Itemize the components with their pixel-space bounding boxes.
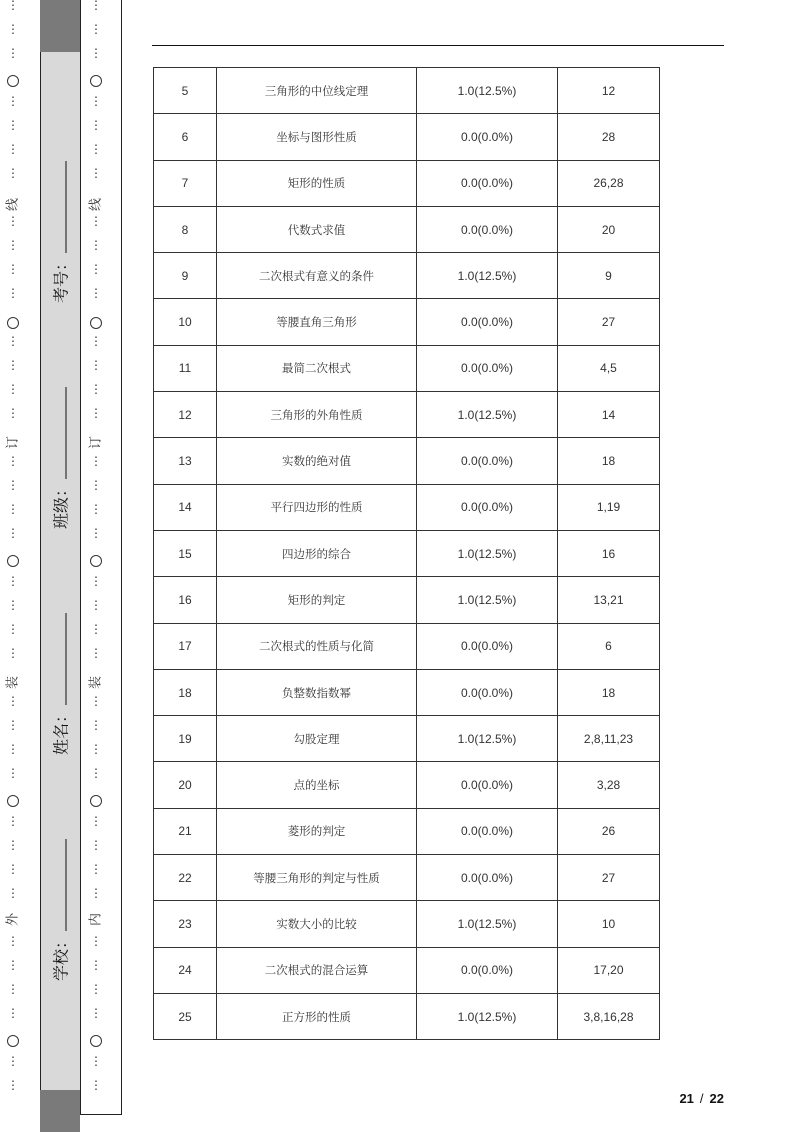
row-number-cell: 19 <box>154 716 217 762</box>
question-numbers-cell: 18 <box>558 438 660 484</box>
table-row <box>154 68 660 114</box>
exam-no-field[interactable] <box>49 161 72 303</box>
outer-seal-mark-holder <box>3 676 23 689</box>
inner-seal-dots: ⋮ <box>90 46 102 60</box>
inner-seal-dots: ⋮ <box>90 886 102 900</box>
inner-seal-dots: ⋮ <box>90 358 102 372</box>
question-numbers-cell: 28 <box>558 114 660 160</box>
score-ratio-cell: 1.0(12.5%) <box>417 577 558 623</box>
inner-seal-dots: ⋮ <box>90 286 102 300</box>
inner-seal-dots: ⋮ <box>90 0 102 12</box>
inner-seal-line <box>86 0 106 1108</box>
table-row <box>154 299 660 345</box>
outer-seal-dots: ⋮ <box>7 22 19 36</box>
outer-seal-dots: ⋮ <box>7 94 19 108</box>
knowledge-point-cell: 实数的绝对值 <box>217 438 417 484</box>
question-numbers-cell: 10 <box>558 901 660 947</box>
question-numbers-cell: 9 <box>558 253 660 299</box>
knowledge-point-cell: 点的坐标 <box>217 762 417 808</box>
table-row <box>154 577 660 623</box>
row-number-cell: 18 <box>154 669 217 715</box>
knowledge-point-cell: 三角形的中位线定理 <box>217 68 417 114</box>
outer-seal-dots: ⋮ <box>7 262 19 276</box>
score-ratio-cell: 0.0(0.0%) <box>417 114 558 160</box>
knowledge-point-cell: 勾股定理 <box>217 716 417 762</box>
row-number-cell: 24 <box>154 947 217 993</box>
question-numbers-cell: 18 <box>558 669 660 715</box>
score-ratio-cell: 1.0(12.5%) <box>417 392 558 438</box>
outer-seal-dots: ⋮ <box>7 478 19 492</box>
knowledge-point-cell: 三角形的外角性质 <box>217 392 417 438</box>
inner-seal-dots: ⋮ <box>90 478 102 492</box>
exam-no-label: 考号： <box>51 255 71 304</box>
outer-seal-dots: ⋮ <box>7 742 19 756</box>
knowledge-point-cell: 实数大小的比较 <box>217 901 417 947</box>
knowledge-point-cell: 菱形的判定 <box>217 808 417 854</box>
inner-seal-dots: ⋮ <box>90 1054 102 1068</box>
knowledge-point-cell: 代数式求值 <box>217 206 417 252</box>
circle-icon <box>90 75 102 87</box>
question-numbers-cell: 1,19 <box>558 484 660 530</box>
knowledge-point-cell: 四边形的综合 <box>217 530 417 576</box>
table-row <box>154 114 660 160</box>
outer-seal-mark: 线 <box>5 198 21 212</box>
table-row <box>154 669 660 715</box>
inner-seal-dots: ⋮ <box>90 814 102 828</box>
table-row <box>154 438 660 484</box>
outer-seal-dots: ⋮ <box>7 526 19 540</box>
outer-seal-mark-holder <box>3 436 23 449</box>
question-numbers-cell: 4,5 <box>558 345 660 391</box>
knowledge-point-cell: 等腰三角形的判定与性质 <box>217 855 417 901</box>
score-ratio-cell: 0.0(0.0%) <box>417 438 558 484</box>
outer-seal-circle-icon <box>3 555 23 567</box>
table-row <box>154 623 660 669</box>
page-separator: / <box>699 1091 704 1106</box>
binding-cap-bottom <box>40 1090 80 1132</box>
score-ratio-cell: 1.0(12.5%) <box>417 901 558 947</box>
outer-seal-dots: ⋮ <box>7 358 19 372</box>
question-numbers-cell: 20 <box>558 206 660 252</box>
school-label: 学校： <box>51 932 71 981</box>
inner-seal-dots: ⋮ <box>90 622 102 636</box>
name-blank[interactable] <box>65 613 67 705</box>
question-numbers-cell: 14 <box>558 392 660 438</box>
knowledge-point-cell: 平行四边形的性质 <box>217 484 417 530</box>
knowledge-point-cell: 等腰直角三角形 <box>217 299 417 345</box>
outer-seal-dots: ⋮ <box>7 934 19 948</box>
page-total: 22 <box>709 1091 724 1106</box>
inner-seal-dots: ⋮ <box>90 838 102 852</box>
question-numbers-cell: 16 <box>558 530 660 576</box>
row-number-cell: 13 <box>154 438 217 484</box>
outer-seal-circle-icon <box>3 317 23 329</box>
row-number-cell: 16 <box>154 577 217 623</box>
circle-icon <box>7 75 19 87</box>
inner-seal-dots: ⋮ <box>90 22 102 36</box>
inner-seal-dots: ⋮ <box>90 334 102 348</box>
knowledge-point-cell: 二次根式有意义的条件 <box>217 253 417 299</box>
outer-seal-dots: ⋮ <box>7 286 19 300</box>
inner-seal-circle-icon <box>86 1035 106 1047</box>
outer-seal-dots: ⋮ <box>7 958 19 972</box>
name-label: 姓名： <box>51 707 71 756</box>
row-number-cell: 15 <box>154 530 217 576</box>
class-field[interactable] <box>49 387 72 529</box>
inner-seal-dots: ⋮ <box>90 238 102 252</box>
knowledge-point-cell: 二次根式的混合运算 <box>217 947 417 993</box>
binding-cap-top <box>40 0 80 52</box>
question-numbers-cell: 27 <box>558 299 660 345</box>
question-numbers-cell: 27 <box>558 855 660 901</box>
row-number-cell: 5 <box>154 68 217 114</box>
inner-seal-mark: 内 <box>88 913 104 927</box>
outer-seal-dots: ⋮ <box>7 142 19 156</box>
inner-seal-mark: 装 <box>88 676 104 690</box>
inner-seal-dots: ⋮ <box>90 646 102 660</box>
row-number-cell: 12 <box>154 392 217 438</box>
outer-seal-dots: ⋮ <box>7 166 19 180</box>
outer-seal-dots: ⋮ <box>7 1006 19 1020</box>
question-numbers-cell: 6 <box>558 623 660 669</box>
outer-seal-mark: 外 <box>5 913 21 927</box>
inner-seal-dots: ⋮ <box>90 214 102 228</box>
row-number-cell: 8 <box>154 206 217 252</box>
row-number-cell: 9 <box>154 253 217 299</box>
outer-seal-dots: ⋮ <box>7 574 19 588</box>
header-rule <box>152 45 724 46</box>
knowledge-point-table <box>153 67 660 1040</box>
page-number <box>679 1091 724 1106</box>
table-row <box>154 160 660 206</box>
inner-seal-mark: 订 <box>88 436 104 450</box>
inner-seal-dots: ⋮ <box>90 406 102 420</box>
question-numbers-cell: 13,21 <box>558 577 660 623</box>
inner-seal-circle-icon <box>86 555 106 567</box>
score-ratio-cell: 0.0(0.0%) <box>417 484 558 530</box>
inner-seal-mark-holder <box>86 436 106 449</box>
outer-seal-mark: 装 <box>5 676 21 690</box>
row-number-cell: 20 <box>154 762 217 808</box>
school-field[interactable] <box>49 839 72 981</box>
circle-icon <box>7 555 19 567</box>
score-ratio-cell: 0.0(0.0%) <box>417 947 558 993</box>
score-ratio-cell: 1.0(12.5%) <box>417 530 558 576</box>
score-ratio-cell: 0.0(0.0%) <box>417 808 558 854</box>
outer-seal-dots: ⋮ <box>7 454 19 468</box>
school-blank[interactable] <box>65 839 67 931</box>
outer-seal-dots: ⋮ <box>7 46 19 60</box>
table-row <box>154 947 660 993</box>
row-number-cell: 22 <box>154 855 217 901</box>
class-label: 班级： <box>51 481 71 530</box>
knowledge-point-cell: 正方形的性质 <box>217 993 417 1039</box>
inner-seal-dots: ⋮ <box>90 1078 102 1092</box>
inner-seal-dots: ⋮ <box>90 958 102 972</box>
score-ratio-cell: 0.0(0.0%) <box>417 762 558 808</box>
table-row <box>154 716 660 762</box>
inner-seal-dots: ⋮ <box>90 574 102 588</box>
outer-seal-dots: ⋮ <box>7 1078 19 1092</box>
inner-seal-mark-holder <box>86 676 106 689</box>
outer-seal-dots: ⋮ <box>7 766 19 780</box>
outer-seal-dots: ⋮ <box>7 646 19 660</box>
inner-seal-dots: ⋮ <box>90 718 102 732</box>
score-ratio-cell: 1.0(12.5%) <box>417 716 558 762</box>
outer-seal-dots: ⋮ <box>7 406 19 420</box>
outer-seal-dots: ⋮ <box>7 118 19 132</box>
outer-seal-dots: ⋮ <box>7 382 19 396</box>
score-ratio-cell: 0.0(0.0%) <box>417 855 558 901</box>
knowledge-point-cell: 负整数指数幂 <box>217 669 417 715</box>
inner-seal-circle-icon <box>86 75 106 87</box>
outer-seal-dots: ⋮ <box>7 838 19 852</box>
outer-seal-mark-holder <box>3 198 23 211</box>
inner-seal-dots: ⋮ <box>90 382 102 396</box>
outer-seal-dots: ⋮ <box>7 214 19 228</box>
outer-seal-line <box>3 0 23 1108</box>
score-ratio-cell: 1.0(12.5%) <box>417 253 558 299</box>
inner-seal-dots: ⋮ <box>90 862 102 876</box>
name-field[interactable] <box>49 613 72 755</box>
outer-seal-circle-icon <box>3 75 23 87</box>
inner-seal-mark-holder <box>86 913 106 926</box>
exam-no-blank[interactable] <box>65 161 67 253</box>
outer-seal-mark-holder <box>3 913 23 926</box>
question-numbers-cell: 12 <box>558 68 660 114</box>
score-ratio-cell: 0.0(0.0%) <box>417 345 558 391</box>
outer-seal-dots: ⋮ <box>7 814 19 828</box>
score-ratio-cell: 0.0(0.0%) <box>417 669 558 715</box>
inner-seal-circle-icon <box>86 317 106 329</box>
outer-seal-dots: ⋮ <box>7 982 19 996</box>
question-numbers-cell: 26 <box>558 808 660 854</box>
page-current: 21 <box>679 1091 694 1106</box>
circle-icon <box>7 1035 19 1047</box>
table-row <box>154 901 660 947</box>
circle-icon <box>7 795 19 807</box>
circle-icon <box>90 795 102 807</box>
knowledge-point-cell: 坐标与图形性质 <box>217 114 417 160</box>
row-number-cell: 6 <box>154 114 217 160</box>
table-row <box>154 206 660 252</box>
row-number-cell: 11 <box>154 345 217 391</box>
inner-seal-dots: ⋮ <box>90 262 102 276</box>
score-ratio-cell: 1.0(12.5%) <box>417 68 558 114</box>
inner-seal-dots: ⋮ <box>90 598 102 612</box>
inner-seal-dots: ⋮ <box>90 1006 102 1020</box>
row-number-cell: 10 <box>154 299 217 345</box>
circle-icon <box>7 317 19 329</box>
inner-seal-dots: ⋮ <box>90 694 102 708</box>
outer-seal-dots: ⋮ <box>7 694 19 708</box>
score-ratio-cell: 1.0(12.5%) <box>417 993 558 1039</box>
outer-seal-dots: ⋮ <box>7 886 19 900</box>
inner-seal-circle-icon <box>86 795 106 807</box>
question-numbers-cell: 2,8,11,23 <box>558 716 660 762</box>
question-numbers-cell: 17,20 <box>558 947 660 993</box>
row-number-cell: 21 <box>154 808 217 854</box>
row-number-cell: 7 <box>154 160 217 206</box>
inner-seal-dots: ⋮ <box>90 454 102 468</box>
outer-seal-dots: ⋮ <box>7 598 19 612</box>
outer-seal-dots: ⋮ <box>7 238 19 252</box>
question-numbers-cell: 3,8,16,28 <box>558 993 660 1039</box>
row-number-cell: 25 <box>154 993 217 1039</box>
knowledge-point-cell: 矩形的判定 <box>217 577 417 623</box>
table-row <box>154 993 660 1039</box>
row-number-cell: 14 <box>154 484 217 530</box>
circle-icon <box>90 317 102 329</box>
inner-seal-dots: ⋮ <box>90 742 102 756</box>
table-row <box>154 392 660 438</box>
inner-seal-dots: ⋮ <box>90 118 102 132</box>
inner-seal-mark-holder <box>86 198 106 211</box>
table-row <box>154 253 660 299</box>
outer-seal-dots: ⋮ <box>7 0 19 12</box>
outer-seal-dots: ⋮ <box>7 334 19 348</box>
inner-seal-dots: ⋮ <box>90 934 102 948</box>
question-numbers-cell: 26,28 <box>558 160 660 206</box>
inner-seal-dots: ⋮ <box>90 502 102 516</box>
inner-seal-dots: ⋮ <box>90 166 102 180</box>
inner-seal-dots: ⋮ <box>90 142 102 156</box>
outer-seal-mark: 订 <box>5 436 21 450</box>
row-number-cell: 17 <box>154 623 217 669</box>
outer-seal-dots: ⋮ <box>7 502 19 516</box>
question-numbers-cell: 3,28 <box>558 762 660 808</box>
row-number-cell: 23 <box>154 901 217 947</box>
class-blank[interactable] <box>65 387 67 479</box>
outer-seal-dots: ⋮ <box>7 1054 19 1068</box>
knowledge-point-cell: 矩形的性质 <box>217 160 417 206</box>
outer-seal-circle-icon <box>3 1035 23 1047</box>
table-row <box>154 808 660 854</box>
inner-seal-dots: ⋮ <box>90 526 102 540</box>
table-row <box>154 855 660 901</box>
circle-icon <box>90 1035 102 1047</box>
outer-seal-dots: ⋮ <box>7 718 19 732</box>
outer-seal-dots: ⋮ <box>7 622 19 636</box>
table-row <box>154 484 660 530</box>
student-info-panel <box>40 52 80 1090</box>
inner-seal-dots: ⋮ <box>90 766 102 780</box>
table-row <box>154 530 660 576</box>
score-ratio-cell: 0.0(0.0%) <box>417 623 558 669</box>
circle-icon <box>90 555 102 567</box>
outer-seal-dots: ⋮ <box>7 862 19 876</box>
inner-seal-dots: ⋮ <box>90 94 102 108</box>
outer-seal-circle-icon <box>3 795 23 807</box>
inner-seal-mark: 线 <box>88 198 104 212</box>
table-row <box>154 345 660 391</box>
table-row <box>154 762 660 808</box>
score-ratio-cell: 0.0(0.0%) <box>417 206 558 252</box>
score-ratio-cell: 0.0(0.0%) <box>417 160 558 206</box>
inner-seal-dots: ⋮ <box>90 982 102 996</box>
knowledge-point-cell: 最简二次根式 <box>217 345 417 391</box>
score-ratio-cell: 0.0(0.0%) <box>417 299 558 345</box>
knowledge-point-cell: 二次根式的性质与化简 <box>217 623 417 669</box>
